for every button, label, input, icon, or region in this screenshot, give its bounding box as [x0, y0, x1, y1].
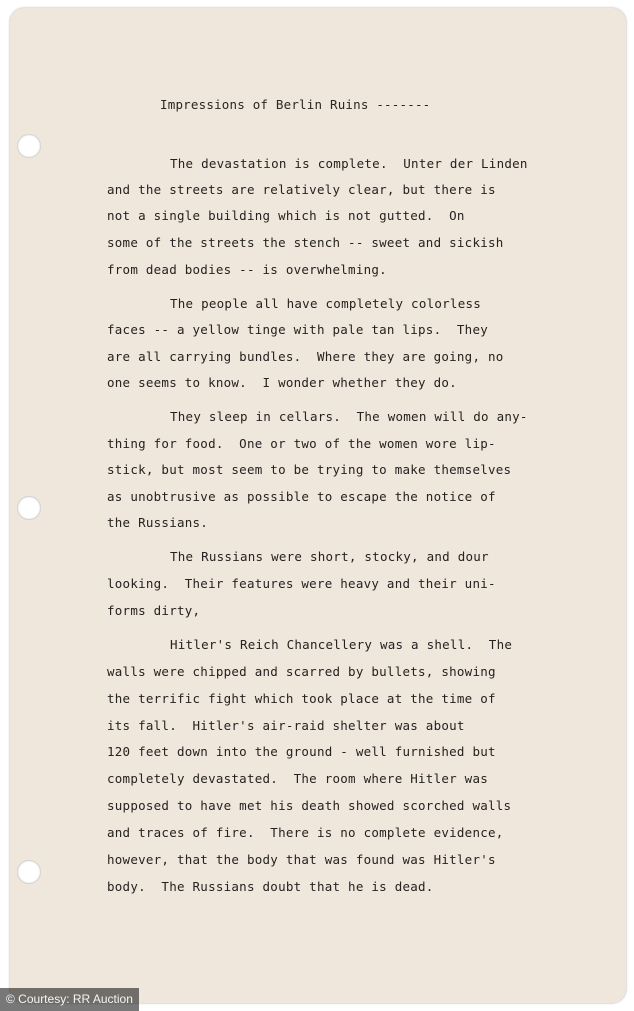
photo-credit: © Courtesy: RR Auction — [0, 988, 139, 1011]
text-line: faces -- a yellow tinge with pale tan lips. They — [107, 322, 489, 337]
text-line: The people all have completely colorless — [170, 296, 482, 311]
text-line: its fall. Hitler's air-raid shelter was about — [107, 718, 465, 733]
text-line: and the streets are relatively clear, but there is — [107, 182, 496, 197]
page-title: Impressions of Berlin Ruins ------- — [160, 97, 431, 112]
text-line: the Russians. — [107, 515, 209, 530]
text-line: Hitler's Reich Chancellery was a shell. The — [170, 637, 513, 652]
text-line: walls were chipped and scarred by bullets, showing — [107, 664, 496, 679]
text-line: and traces of fire. There is no complete evidence, — [107, 825, 504, 840]
text-line: thing for food. One or two of the women wore lip- — [107, 436, 496, 451]
text-line: They sleep in cellars. The women will do any- — [170, 409, 528, 424]
text-line: stick, but most seem to be trying to make themselves — [107, 462, 512, 477]
text-line: one seems to know. I wonder whether they do. — [107, 375, 457, 390]
text-line: as unobtrusive as possible to escape the notice of — [107, 489, 496, 504]
text-line: The devastation is complete. Unter der Linden — [170, 156, 528, 171]
text-line: supposed to have met his death showed scorched walls — [107, 798, 512, 813]
text-line: some of the streets the stench -- sweet and sickish — [107, 235, 504, 250]
text-line: body. The Russians doubt that he is dead. — [107, 879, 434, 894]
text-line: the terrific fight which took place at the time of — [107, 691, 496, 706]
text-line: not a single building which is not gutted. On — [107, 208, 465, 223]
text-line: completely devastated. The room where Hitler was — [107, 771, 489, 786]
text-line: forms dirty, — [107, 603, 201, 618]
text-line: 120 feet down into the ground - well furnished but — [107, 744, 496, 759]
text-line: however, that the body that was found was Hitler's — [107, 852, 496, 867]
text-line: looking. Their features were heavy and their uni- — [107, 576, 496, 591]
text-line: The Russians were short, stocky, and dour — [170, 549, 489, 564]
text-line: are all carrying bundles. Where they are going, no — [107, 349, 504, 364]
text-line: from dead bodies -- is overwhelming. — [107, 262, 387, 277]
